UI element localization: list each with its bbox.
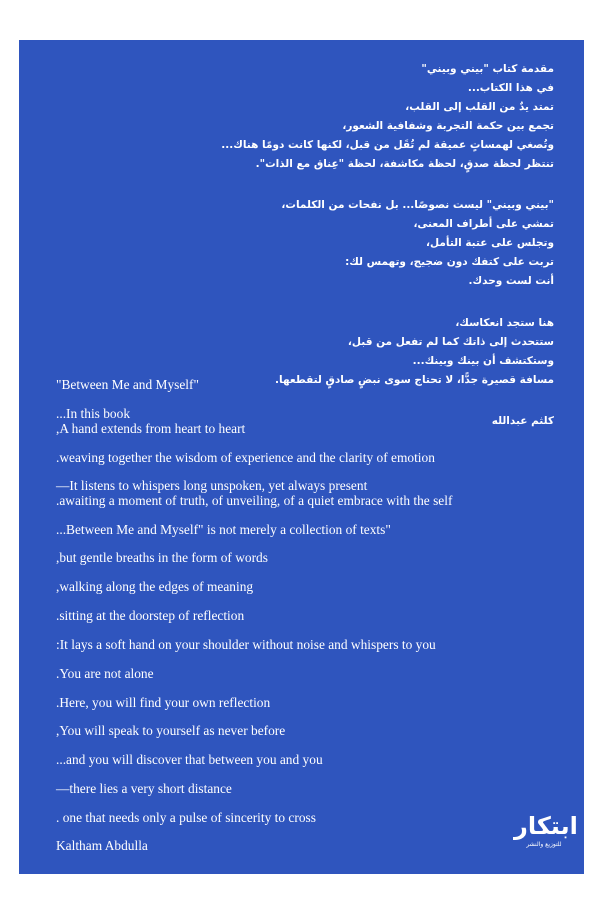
english-line: .You are not alone bbox=[56, 666, 154, 681]
english-line: ...In this book bbox=[56, 406, 131, 421]
arabic-line: مقدمة كتاب "بيني وبيني" bbox=[421, 63, 554, 75]
english-line: ,but gentle breaths in the form of words bbox=[56, 550, 268, 565]
arabic-line: تربت على كتفك دون ضجيج، وتهمس لك: bbox=[345, 256, 554, 268]
arabic-line: ستتحدث إلى ذاتك كما لم تفعل من قبل، bbox=[347, 336, 554, 348]
arabic-line: وتُصغي لهمساتٍ عميقة لم تُقَل من قبل، لكنها كانت دومًا هناك... bbox=[221, 139, 554, 151]
arabic-line: وستكتشف أن بينك وبينك... bbox=[412, 355, 554, 367]
english-line: ...and you will discover that between you and you bbox=[56, 752, 323, 767]
arabic-line: تجمع بين حكمة التجربة وشفافية الشعور، bbox=[342, 120, 554, 132]
arabic-intro-paragraph-3 bbox=[275, 314, 554, 390]
publisher-logo bbox=[514, 812, 578, 859]
arabic-line: هنا ستجد انعكاسك، bbox=[455, 317, 554, 329]
arabic-line: تنتظر لحظة صدقٍ، لحظة مكاشفة، لحظة "عِناق مع الذات". bbox=[255, 158, 554, 170]
english-line: :It lays a soft hand on your shoulder without noise and whispers to you bbox=[56, 637, 436, 652]
publisher-tagline: للتوزيع والنشر bbox=[526, 841, 562, 848]
english-line: ,walking along the edges of meaning bbox=[56, 579, 254, 594]
english-line: . one that needs only a pulse of sincerity to cross bbox=[56, 810, 316, 825]
arabic-line: في هذا الكتاب... bbox=[467, 82, 554, 94]
book-cover-page bbox=[19, 40, 584, 874]
arabic-intro-paragraph-2 bbox=[281, 196, 554, 291]
english-line: ,A hand extends from heart to heart bbox=[56, 421, 246, 436]
arabic-line: تمشي على أطراف المعنى، bbox=[413, 218, 554, 230]
publisher-name: ابتكار bbox=[514, 812, 578, 840]
english-author-name: Kaltham Abdulla bbox=[56, 838, 148, 853]
english-line: .awaiting a moment of truth, of unveiling, of a quiet embrace with the self bbox=[56, 493, 453, 508]
english-line: .Here, you will find your own reflection bbox=[56, 695, 271, 710]
english-line: ,You will speak to yourself as never before bbox=[56, 723, 286, 738]
english-line: .sitting at the doorstep of reflection bbox=[56, 608, 245, 623]
english-line: ...Between Me and Myself" is not merely a collection of texts" bbox=[56, 522, 391, 537]
english-line: —It listens to whispers long unspoken, yet always present bbox=[56, 478, 368, 493]
arabic-author-name: كلثم عبدالله bbox=[491, 415, 554, 427]
english-line: —there lies a very short distance bbox=[56, 781, 232, 796]
arabic-line: مسافة قصيرة جدًّا، لا تحتاج سوى نبضٍ صادقٍ لتقطعها. bbox=[275, 374, 554, 386]
arabic-line: أنت لست وحدك. bbox=[468, 275, 554, 287]
english-book-title: "Between Me and Myself" bbox=[56, 377, 199, 392]
english-line: .weaving together the wisdom of experience and the clarity of emotion bbox=[56, 450, 435, 465]
arabic-line: وتجلس على عتبة التأمل، bbox=[426, 237, 554, 249]
arabic-line: "بيني وبيني" ليست نصوصًا... بل نفحات من الكلمات، bbox=[281, 199, 554, 211]
arabic-intro-paragraph-1 bbox=[221, 60, 554, 174]
arabic-line: تمتد يدٌ من القلب إلى القلب، bbox=[405, 101, 554, 113]
